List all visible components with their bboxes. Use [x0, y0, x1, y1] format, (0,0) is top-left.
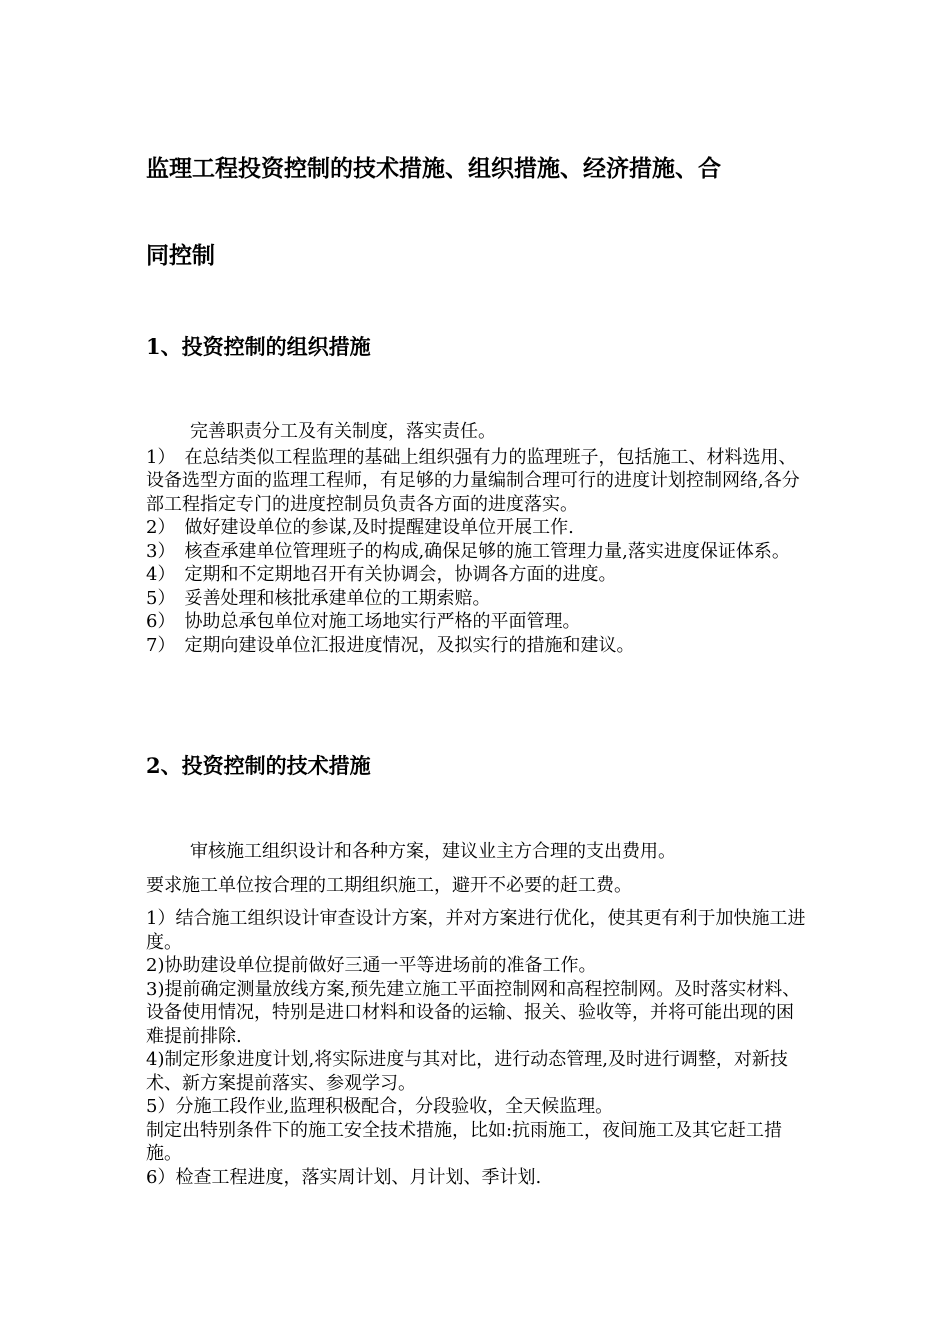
section-2-line: 要求施工单位按合理的工期组织施工，避开不必要的赶工费。 — [146, 874, 632, 896]
document-title-line-1: 监理工程投资控制的技术措施、组织措施、经济措施、合 — [146, 155, 721, 182]
section-1-item: 5） 妥善处理和核批承建单位的工期索赔。 — [146, 587, 491, 609]
section-2-item: 制定出特别条件下的施工安全技术措施，比如:抗雨施工，夜间施工及其它赶工措施。 — [146, 1119, 783, 1164]
section-1-item: 7） 定期向建设单位汇报进度情况，及拟实行的措施和建议。 — [146, 634, 635, 656]
document-title-line-2: 同控制 — [146, 242, 215, 269]
section-2-body — [146, 840, 806, 1189]
section-2-item: 6）检查工程进度，落实周计划、月计划、季计划. — [146, 1166, 542, 1188]
section-1-item: 3） 核查承建单位管理班子的构成,确保足够的施工管理力量,落实进度保证体系。 — [146, 540, 790, 562]
section-2-item: 3)提前确定测量放线方案,预先建立施工平面控制网和高程控制网。及时落实材料、设备使用情况，特别是进口材料和设备的运输、报关、验收等，并将可能出现的困难提前排除. — [146, 978, 801, 1047]
section-2-item: 5）分施工段作业,监理积极配合，分段验收，全天候监理。 — [146, 1096, 614, 1117]
section-1-item: 2） 做好建设单位的参谋,及时提醒建设单位开展工作. — [146, 517, 574, 538]
section-2-item: 1）结合施工组织设计审查设计方案，并对方案进行优化，使其更有利于加快施工进度。 — [146, 908, 806, 953]
section-1-item: 6） 协助总承包单位对施工场地实行严格的平面管理。 — [146, 611, 581, 632]
section-1-intro: 完善职责分工及有关制度，落实责任。 — [190, 421, 496, 442]
section-1-item: 4） 定期和不定期地召开有关协调会，协调各方面的进度。 — [146, 564, 617, 585]
section-2-intro: 审核施工组织设计和各种方案，建议业主方合理的支出费用。 — [190, 841, 676, 862]
section-1-heading: 1、投资控制的组织措施 — [146, 334, 371, 359]
section-2-item: 2)协助建设单位提前做好三通一平等进场前的准备工作。 — [146, 955, 597, 976]
section-1-body — [146, 420, 806, 657]
section-2-heading: 2、投资控制的技术措施 — [146, 753, 371, 778]
section-1-item: 1） 在总结类似工程监理的基础上组织强有力的监理班子，包括施工、材料选用、设备选型方面的监理工程师，有足够的力量编制合理可行的进度计划控制网络,各分部工程指定专门的进度控制员负责各方面的进度落实。 — [146, 446, 800, 515]
section-2-item: 4)制定形象进度计划,将实际进度与其对比，进行动态管理,及时进行调整，对新技术、新方案提前落实、参观学习。 — [146, 1049, 788, 1094]
